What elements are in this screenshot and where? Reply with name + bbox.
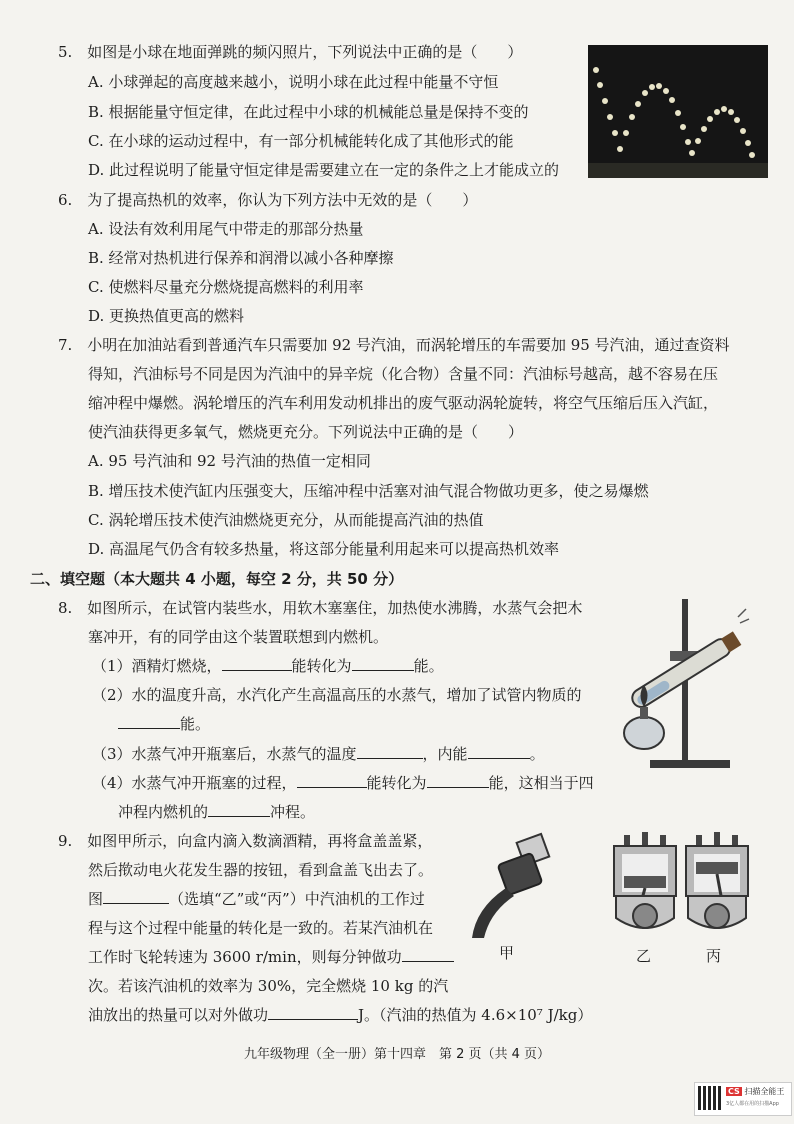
test-tube-apparatus-figure xyxy=(610,595,750,770)
q8-blank-3[interactable] xyxy=(118,714,180,729)
q5-option-c: C. 在小球的运动过程中，有一部分机械能转化成了其他形式的能 xyxy=(88,132,514,150)
q6-stem: 6. 为了提高热机的效率，你认为下列方法中无效的是（ ） xyxy=(58,191,478,209)
q9-blank-1[interactable] xyxy=(103,889,169,904)
q9-line-1: 9. 如图甲所示，向盒内滴入数滴酒精，再将盒盖盖紧， xyxy=(58,832,433,850)
scanner-watermark xyxy=(694,1082,792,1116)
page-footer: 九年级物理（全一册）第十四章 第 2 页（共 4 页） xyxy=(243,1047,551,1062)
q8-part-4-cont: 冲程内燃机的 冲程。 xyxy=(118,803,316,821)
q8-part-1: （1）酒精灯燃烧， 能转化为 能。 xyxy=(92,657,444,675)
q8-blank-2[interactable] xyxy=(352,656,414,671)
q9-line-7: 油放出的热量可以对外做功 J。（汽油的热值为 4.6×10⁷ J/kg） xyxy=(88,1006,593,1024)
cs-badge: CS xyxy=(728,1087,740,1096)
q9-line-6: 次。若该汽油机的效率为 30%，完全燃烧 10 kg 的汽 xyxy=(88,977,449,995)
q7-line-2: 得知，汽油标号不同是因为汽油中的异辛烷（化合物）含量不同：汽油标号越高，越不容易在压 xyxy=(88,365,719,383)
q7-option-c: C. 涡轮增压技术使汽油燃烧更充分，从而能提高汽油的热值 xyxy=(88,511,484,529)
q9-line-3: 图 （选填“乙”或“丙”）中汽油机的工作过 xyxy=(88,890,425,908)
q8-blank-5[interactable] xyxy=(468,744,530,759)
q8-blank-8[interactable] xyxy=(208,802,270,817)
q9-blank-2[interactable] xyxy=(402,947,454,962)
q8-part-2: （2）水的温度升高，水汽化产生高温高压的水蒸气，增加了试管内物质的 xyxy=(92,686,582,704)
q9-line-4: 程与这个过程中能量的转化是一致的。若某汽油机在 xyxy=(88,919,434,937)
q8-blank-4[interactable] xyxy=(357,744,423,759)
q7-option-a: A. 95 号汽油和 92 号汽油的热值一定相同 xyxy=(88,452,371,470)
figure-label-bing: 丙 xyxy=(706,947,722,965)
q8-part-2-cont: 能。 xyxy=(118,714,210,734)
qr-code-icon xyxy=(698,1086,722,1110)
q8-blank-1[interactable] xyxy=(222,656,292,671)
q7-line-3: 缩冲程中爆燃。涡轮增压的汽车利用发动机排出的废气驱动涡轮旋转，将空气压缩后压入汽缸， xyxy=(88,394,719,412)
q6-option-c: C. 使燃料尽量充分燃烧提高燃料的利用率 xyxy=(88,278,364,296)
q6-option-d: D. 更换热值更高的燃料 xyxy=(88,307,245,325)
q8-blank-6[interactable] xyxy=(297,773,367,788)
q9-line-2: 然后揿动电火花发生器的按钮，看到盒盖飞出去了。 xyxy=(88,861,434,879)
q5-stem: 5. 如图是小球在地面弹跳的频闪照片，下列说法中正确的是（ ） xyxy=(58,43,523,61)
q6-option-b: B. 经常对热机进行保养和润滑以减小各种摩擦 xyxy=(88,249,394,267)
q5-option-d: D. 此过程说明了能量守恒定律是需要建立在一定的条件之上才能成立的 xyxy=(88,161,560,179)
watermark-name: 扫描全能王 xyxy=(744,1087,785,1096)
figure-label-yi: 乙 xyxy=(636,947,652,965)
q7-option-b: B. 增压技术使汽缸内压强变大，压缩冲程中活塞对油气混合物做功更多，使之易爆燃 xyxy=(88,482,649,500)
q8-line-1: 8. 如图所示，在试管内装些水，用软木塞塞住，加热使水沸腾，水蒸气会把木 xyxy=(58,599,583,617)
q8-part-4: （4）水蒸气冲开瓶塞的过程， 能转化为 能，这相当于四 xyxy=(92,774,594,792)
bouncing-ball-photo xyxy=(588,45,768,178)
q8-blank-7[interactable] xyxy=(427,773,489,788)
q9-line-5: 工作时飞轮转速为 3600 r/min，则每分钟做功 xyxy=(88,947,454,967)
q5-option-b: B. 根据能量守恒定律，在此过程中小球的机械能总量是保持不变的 xyxy=(88,103,529,121)
q7-line-4: 使汽油获得更多氧气，燃烧更充分。下列说法中正确的是（ ） xyxy=(88,423,524,441)
engine-cylinder-bing xyxy=(680,832,754,936)
q8-part-3: （3）水蒸气冲开瓶塞后，水蒸气的温度 ，内能 。 xyxy=(92,745,545,763)
q6-option-a: A. 设法有效利用尾气中带走的那部分热量 xyxy=(88,220,364,238)
figure-label-jia: 甲 xyxy=(499,944,515,962)
q5-option-a: A. 小球弹起的高度越来越小，说明小球在此过程中能量不守恒 xyxy=(88,73,499,91)
q7-line-1: 7. 小明在加油站看到普通汽车只需要加 92 号汽油，而涡轮增压的车需要加 95 号汽油，通过查资料 xyxy=(58,336,730,354)
q9-blank-3[interactable] xyxy=(268,1005,358,1020)
watermark-subtitle: 3亿人都在用的扫描App xyxy=(726,1101,779,1107)
spark-box-figure xyxy=(462,830,552,940)
q7-option-d: D. 高温尾气仍含有较多热量，将这部分能量利用起来可以提高热机效率 xyxy=(88,540,560,558)
engine-cylinder-yi xyxy=(608,832,682,936)
q8-line-2: 塞冲开，有的同学由这个装置联想到内燃机。 xyxy=(88,628,389,646)
section-heading: 二、填空题（本大题共 4 小题，每空 2 分，共 50 分） xyxy=(30,570,404,588)
